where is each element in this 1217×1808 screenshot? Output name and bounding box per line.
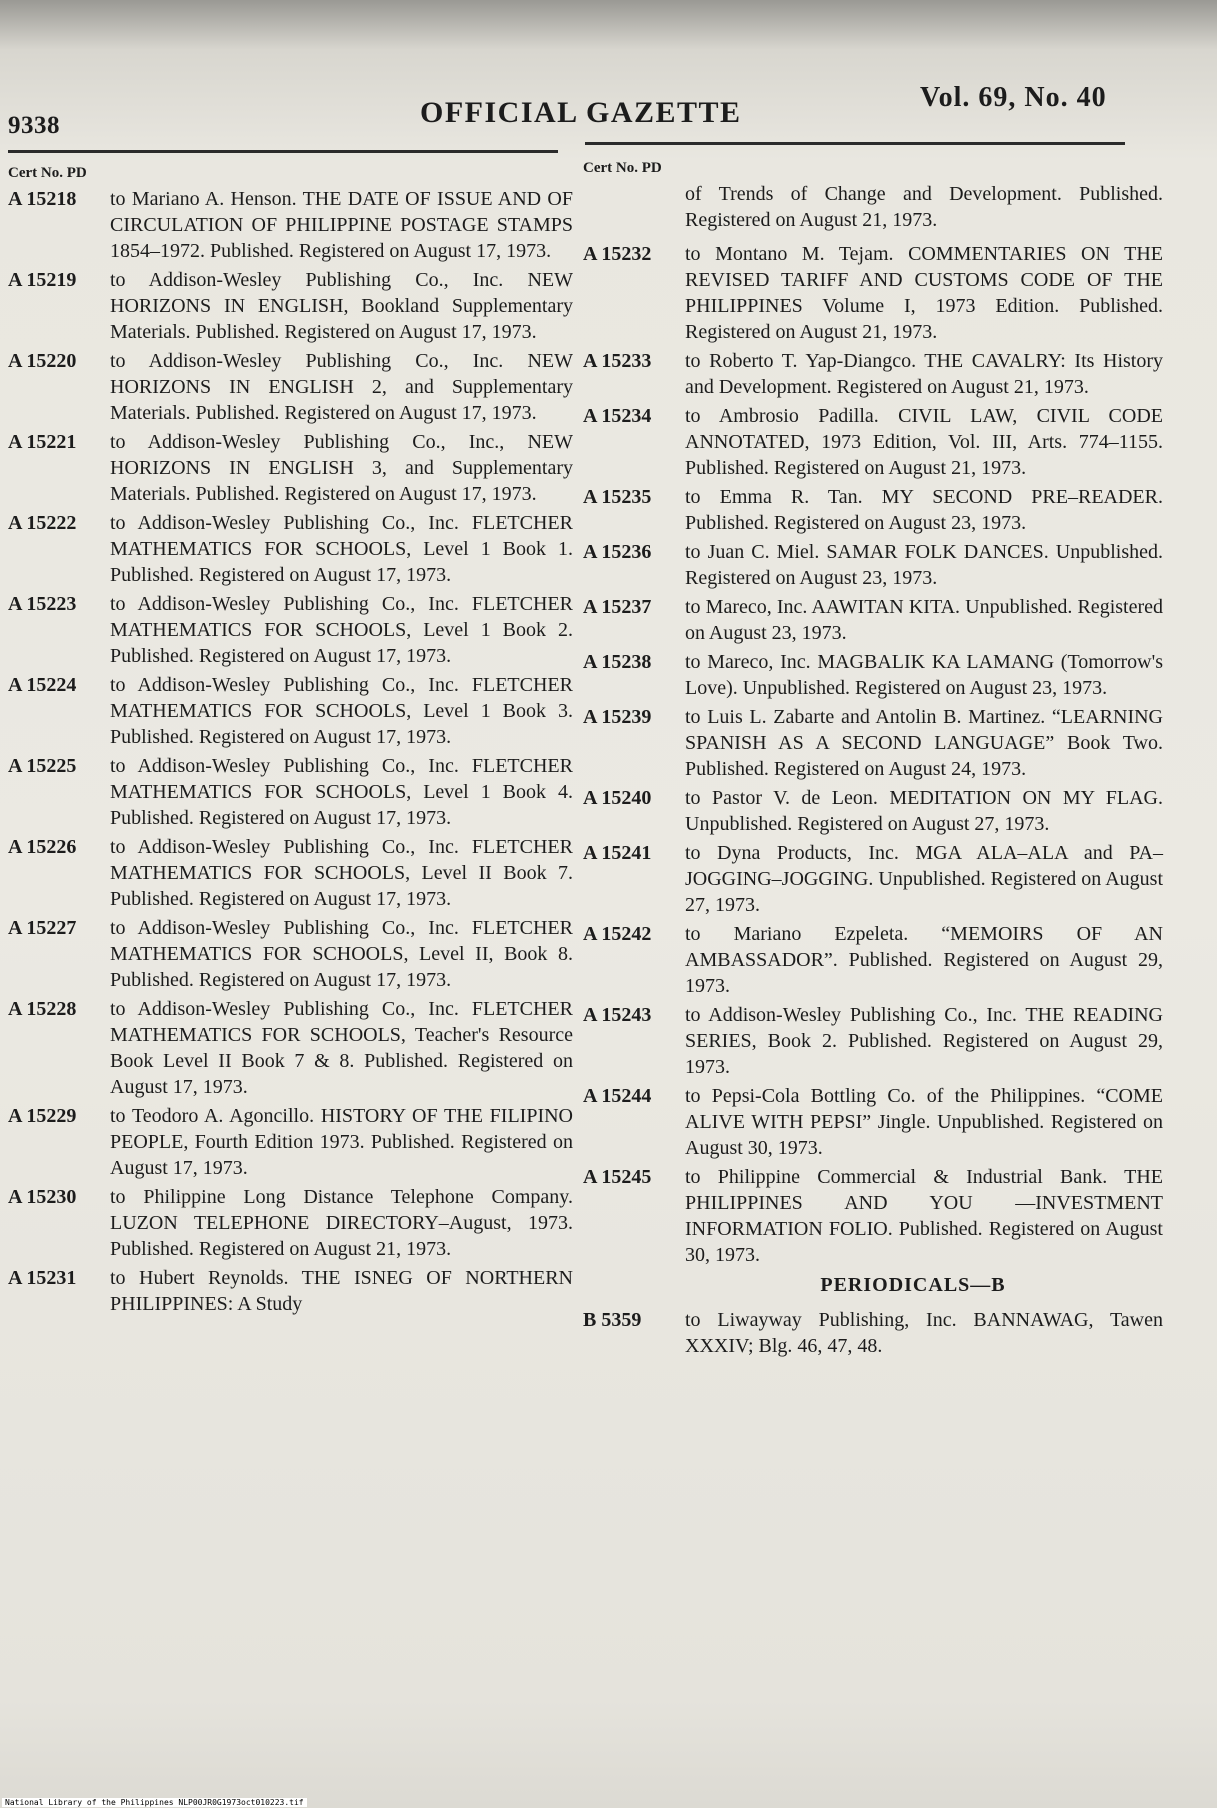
cert-number: A 15236 bbox=[583, 541, 652, 563]
cert-number: A 15245 bbox=[583, 1166, 652, 1188]
registry-entry bbox=[583, 403, 1163, 481]
left-entry-list bbox=[8, 186, 573, 1317]
cert-number: A 15226 bbox=[8, 836, 77, 858]
registry-entry bbox=[8, 1265, 573, 1317]
registry-entry bbox=[8, 753, 573, 831]
entry-text: to Philippine Long Distance Telephone Company. LUZON TELEPHONE DIRECTORY–August, 1973. Published. Registered on August 21, 1973. bbox=[110, 1186, 573, 1260]
registry-entry bbox=[583, 704, 1163, 782]
left-column bbox=[8, 165, 573, 1320]
entry-text: to Philippine Commercial & Industrial Bank. THE PHILIPPINES AND YOU —INVESTMENT INFORMATION FOLIO. Published. Registered on August 30, 1973. bbox=[685, 1166, 1163, 1266]
cert-number: A 15220 bbox=[8, 350, 77, 372]
cert-number: A 15224 bbox=[8, 674, 77, 696]
registry-entry bbox=[583, 348, 1163, 400]
gazette-title: OFFICIAL GAZETTE bbox=[420, 96, 742, 129]
registry-entry bbox=[583, 649, 1163, 701]
cert-number: A 15221 bbox=[8, 431, 77, 453]
entry-text: to Mariano Ezpeleta. “MEMOIRS OF AN AMBASSADOR”. Published. Registered on August 29, 1973. bbox=[685, 923, 1163, 997]
cert-number: A 15237 bbox=[583, 596, 652, 618]
entry-text: to Liwayway Publishing, Inc. BANNAWAG, Tawen XXXIV; Blg. 46, 47, 48. bbox=[685, 1309, 1163, 1357]
continued-entry-text: of Trends of Change and Development. Published. Registered on August 21, 1973. bbox=[685, 183, 1163, 231]
entry-text: to Hubert Reynolds. THE ISNEG OF NORTHERN PHILIPPINES: A Study bbox=[110, 1267, 573, 1315]
registry-entry bbox=[583, 539, 1163, 591]
entry-text: to Mareco, Inc. MAGBALIK KA LAMANG (Tomorrow's Love). Unpublished. Registered on August 23, 1973. bbox=[685, 651, 1163, 699]
registry-entry bbox=[8, 1103, 573, 1181]
entry-text: to Luis L. Zabarte and Antolin B. Martinez. “LEARNING SPANISH AS A SECOND LANGUAGE” Book Two. Published. Registered on August 24, 1973. bbox=[685, 706, 1163, 780]
cert-number: A 15235 bbox=[583, 486, 652, 508]
registry-entry bbox=[8, 1184, 573, 1262]
entry-text: to Addison-Wesley Publishing Co., Inc. FLETCHER MATHEMATICS FOR SCHOOLS, Teacher's Resource Book Level II Book 7 & 8. Published. Registered on August 17, 1973. bbox=[110, 998, 573, 1098]
registry-entry bbox=[8, 267, 573, 345]
cert-number: A 15241 bbox=[583, 842, 652, 864]
header-rule-right bbox=[585, 142, 1125, 145]
registry-entry bbox=[583, 1083, 1163, 1161]
scan-footer: National Library of the Philippines NLP00JR0G1973oct010223.tif bbox=[2, 1798, 307, 1807]
cert-number: A 15239 bbox=[583, 706, 652, 728]
cert-number: A 15238 bbox=[583, 651, 652, 673]
registry-entry bbox=[583, 241, 1163, 345]
cert-number: A 15232 bbox=[583, 243, 652, 265]
entry-text: to Addison-Wesley Publishing Co., Inc., NEW HORIZONS IN ENGLISH 3, and Supplementary Materials. Published. Registered on August 17, 1973. bbox=[110, 431, 573, 505]
registry-entry bbox=[8, 348, 573, 426]
cert-number: A 15240 bbox=[583, 787, 652, 809]
cert-number: A 15230 bbox=[8, 1186, 77, 1208]
entry-text: to Addison-Wesley Publishing Co., Inc. FLETCHER MATHEMATICS FOR SCHOOLS, Level 1 Book 3. Published. Registered on August 17, 1973. bbox=[110, 674, 573, 748]
entry-text: to Addison-Wesley Publishing Co., Inc. NEW HORIZONS IN ENGLISH 2, and Supplementary Materials. Published. Registered on August 17, 1973. bbox=[110, 350, 573, 424]
registry-entry bbox=[8, 510, 573, 588]
entry-text: to Addison-Wesley Publishing Co., Inc. FLETCHER MATHEMATICS FOR SCHOOLS, Level II, Book 8. Published. Registered on August 17, 1973. bbox=[110, 917, 573, 991]
registry-entry bbox=[583, 840, 1163, 918]
registry-entry bbox=[583, 921, 1163, 999]
page-number: 9338 bbox=[8, 112, 60, 139]
header-rule-left bbox=[8, 150, 558, 153]
cert-number: A 15231 bbox=[8, 1267, 77, 1289]
entry-text: to Addison-Wesley Publishing Co., Inc. THE READING SERIES, Book 2. Published. Registered on August 29, 1973. bbox=[685, 1004, 1163, 1078]
entry-text: to Juan C. Miel. SAMAR FOLK DANCES. Unpublished. Registered on August 23, 1973. bbox=[685, 541, 1163, 589]
entry-text: to Dyna Products, Inc. MGA ALA–ALA and PA–JOGGING–JOGGING. Unpublished. Registered on August 27, 1973. bbox=[685, 842, 1163, 916]
registry-entry bbox=[583, 1002, 1163, 1080]
registry-entry bbox=[583, 1164, 1163, 1268]
entry-text: to Pepsi-Cola Bottling Co. of the Philippines. “COME ALIVE WITH PEPSI” Jingle. Unpublished. Registered on August 30, 1973. bbox=[685, 1085, 1163, 1159]
registry-entry bbox=[583, 1307, 1163, 1359]
entry-text: to Montano M. Tejam. COMMENTARIES ON THE REVISED TARIFF AND CUSTOMS CODE OF THE PHILIPPINES Volume I, 1973 Edition. Published. Registered on August 21, 1973. bbox=[685, 243, 1163, 343]
cert-number: A 15227 bbox=[8, 917, 77, 939]
cert-number: A 15242 bbox=[583, 923, 652, 945]
registry-entry bbox=[8, 996, 573, 1100]
cert-number: A 15244 bbox=[583, 1085, 652, 1107]
registry-entry bbox=[8, 429, 573, 507]
registry-entry bbox=[583, 484, 1163, 536]
cert-number: A 15225 bbox=[8, 755, 77, 777]
cert-number: A 15223 bbox=[8, 593, 77, 615]
entry-text: to Ambrosio Padilla. CIVIL LAW, CIVIL CODE ANNOTATED, 1973 Edition, Vol. III, Arts. 774–1155. Published. Registered on August 21, 1973. bbox=[685, 405, 1163, 479]
cert-number: A 15243 bbox=[583, 1004, 652, 1026]
entry-text: to Addison-Wesley Publishing Co., Inc. FLETCHER MATHEMATICS FOR SCHOOLS, Level 1 Book 4. Published. Registered on August 17, 1973. bbox=[110, 755, 573, 829]
registry-entry bbox=[8, 186, 573, 264]
registry-entry bbox=[583, 594, 1163, 646]
entry-text: to Pastor V. de Leon. MEDITATION ON MY FLAG. Unpublished. Registered on August 27, 1973. bbox=[685, 787, 1163, 835]
entry-text: to Addison-Wesley Publishing Co., Inc. NEW HORIZONS IN ENGLISH, Bookland Supplementary Materials. Published. Registered on August 17, 1973. bbox=[110, 269, 573, 343]
entry-text: to Roberto T. Yap-Diangco. THE CAVALRY: Its History and Development. Registered on August 21, 1973. bbox=[685, 350, 1163, 398]
page-header bbox=[0, 80, 1217, 160]
cert-number: A 15219 bbox=[8, 269, 77, 291]
cert-number: A 15228 bbox=[8, 998, 77, 1020]
entry-text: to Addison-Wesley Publishing Co., Inc. FLETCHER MATHEMATICS FOR SCHOOLS, Level II Book 7. Published. Registered on August 17, 1973. bbox=[110, 836, 573, 910]
right-column bbox=[583, 160, 1163, 1362]
cert-no-label: Cert No. PD bbox=[8, 165, 87, 181]
periodical-entry-list bbox=[583, 1307, 1163, 1359]
entry-text: to Mareco, Inc. AAWITAN KITA. Unpublished. Registered on August 23, 1973. bbox=[685, 596, 1163, 644]
entry-text: to Teodoro A. Agoncillo. HISTORY OF THE FILIPINO PEOPLE, Fourth Edition 1973. Published. Registered on August 17, 1973. bbox=[110, 1105, 573, 1179]
registry-entry bbox=[583, 785, 1163, 837]
cert-number: A 15218 bbox=[8, 188, 77, 210]
entry-text: to Addison-Wesley Publishing Co., Inc. FLETCHER MATHEMATICS FOR SCHOOLS, Level 1 Book 2. Published. Registered on August 17, 1973. bbox=[110, 593, 573, 667]
section-heading-periodicals: PERIODICALS—B bbox=[820, 1274, 1006, 1296]
registry-entry bbox=[8, 672, 573, 750]
volume-issue: Vol. 69, No. 40 bbox=[920, 82, 1107, 113]
cert-number: A 15222 bbox=[8, 512, 77, 534]
cert-number: B 5359 bbox=[583, 1309, 642, 1331]
registry-entry bbox=[8, 591, 573, 669]
registry-entry bbox=[8, 915, 573, 993]
entry-text: to Addison-Wesley Publishing Co., Inc. FLETCHER MATHEMATICS FOR SCHOOLS, Level 1 Book 1. Published. Registered on August 17, 1973. bbox=[110, 512, 573, 586]
registry-entry bbox=[8, 834, 573, 912]
cert-no-label: Cert No. PD bbox=[583, 160, 662, 176]
cert-number: A 15233 bbox=[583, 350, 652, 372]
entry-text: to Emma R. Tan. MY SECOND PRE–READER. Published. Registered on August 23, 1973. bbox=[685, 486, 1163, 534]
cert-number: A 15229 bbox=[8, 1105, 77, 1127]
right-entry-list bbox=[583, 241, 1163, 1268]
entry-text: to Mariano A. Henson. THE DATE OF ISSUE AND OF CIRCULATION OF PHILIPPINE POSTAGE STAMPS 1854–1972. Published. Registered on August 17, 1973. bbox=[110, 188, 573, 262]
cert-number: A 15234 bbox=[583, 405, 652, 427]
